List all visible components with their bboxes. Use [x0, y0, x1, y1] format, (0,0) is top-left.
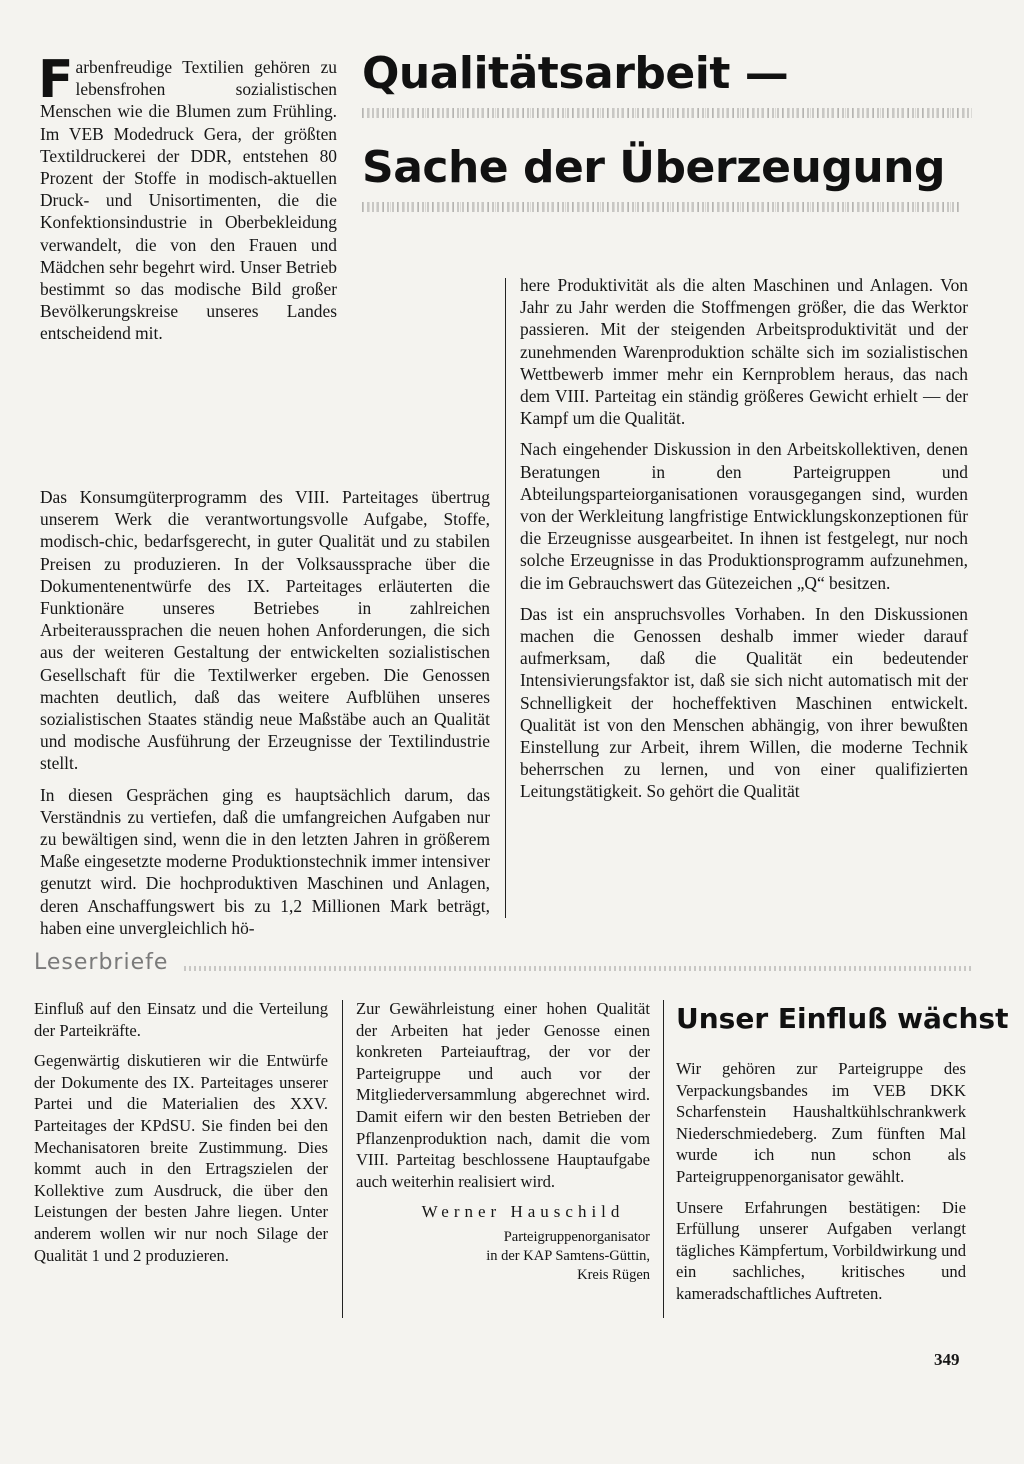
- headline-line-2: Sache der Überzeugung: [362, 142, 945, 193]
- headline-texture-rule: [362, 202, 962, 212]
- letter-paragraph: Unsere Erfahrungen bestätigen: Die Erfüllung unserer Aufgaben verlangt tägliches Kämpfertum, Vorbildwirkung und ein sachliches, kritisches und kameradschaftliches Auftreten.: [676, 1197, 966, 1303]
- letter-paragraph: Wir gehören zur Parteigruppe des Verpackungsbandes im VEB DKK Scharfenstein Haushaltkühlschrankwerk Niederschmiedeberg. Zum fünften Mal wurde ich nun schon als Parteigruppenorganisator gewählt.: [676, 1059, 966, 1186]
- letter-title: Unser Einfluß wächst: [676, 1002, 1009, 1035]
- article-headline: [362, 50, 982, 238]
- letter-column-2: [356, 998, 650, 1285]
- headline-texture-rule: [362, 108, 972, 118]
- column-divider: [505, 278, 506, 918]
- article-left-column: [40, 486, 490, 948]
- author-affiliation: in der KAP Samtens-Güttin,: [486, 1248, 650, 1265]
- intro-text: arbenfreudige Textilien gehören zu lebensfrohen sozialistischen Menschen wie die Blumen zum Frühling. Im VEB Modedruck Gera, der größten Textildruckerei der DDR, entstehen 80 Prozent der Stoffe in modisch-aktuellen Druck- und Unisortimenten, die die Konfektionsindustrie in Oberbekleidung verwandelt, die von den Frauen und Mädchen sehr begehrt wird. Unser Betrieb bestimmt so das modische Bild großer Bevölkerungskreise unseres Landes entscheidend mit.: [40, 57, 337, 344]
- article-paragraph: here Produktivität als die alten Maschinen und Anlagen. Von Jahr zu Jahr werden die Stoffmengen größer, die das Werktor passieren. Mit der steigenden Arbeitsproduktivität und der zunehmenden Warenproduktion schälte sich im sozialistischen Wettbewerb immer mehr ein Kernproblem heraus, das nach dem VIII. Parteitag ein ständig größeres Gewicht erhielt — der Kampf um die Qualität.: [520, 275, 968, 429]
- author-district: Kreis Rügen: [577, 1267, 650, 1284]
- letter-author: Werner Hauschild: [421, 1202, 625, 1222]
- letter-paragraph: Einfluß auf den Einsatz und die Verteilung der Parteikräfte.: [34, 999, 328, 1040]
- article-paragraph: In diesen Gesprächen ging es hauptsächlich darum, das Verständnis zu vertiefen, daß die umfangreichen Aufgaben nur zu bewältigen sind, wenn die in den letzten Jahren in größerem Maße eingesetzte moderne Produktionstechnik immer intensiver genutzt wird. Die hochproduktiven Maschinen und Anlagen, deren Anschaffungswert bis zu 1,2 Millionen Mark beträgt, haben eine unvergleichlich hö-: [40, 784, 490, 938]
- letter-divider: [663, 1000, 664, 1318]
- article-paragraph: Das Konsumgüterprogramm des VIII. Parteitages übertrug unserem Werk die verantwortungsvolle Aufgabe, Stoffe, modisch-chic, bedarfsgerecht, in guter Qualität und zu stabilen Preisen zu produzieren. In der Volksaussprache über die Dokumentenentwürfe des IX. Parteitages erläuterten die Funktionäre unseres Betriebes in zahlreichen Arbeiteraussprachen die neuen hohen Anforderungen, die sich aus der weiteren Gestaltung der entwickelten sozialistischen Gesellschaft für die Textilwerker ergeben. Die Genossen machten deutlich, daß das weitere Aufblühen unseres sozialistischen Staates ständig neue Maßstäbe auch an Qualität und modische Ausführung der Erzeugnisse der Textilindustrie stellt.: [40, 487, 490, 774]
- section-band: [34, 950, 974, 980]
- article-right-column: [520, 274, 968, 812]
- article-paragraph: Nach eingehender Diskussion in den Arbeitskollektiven, denen Beratungen in den Parteigruppen und Abteilungsparteiorganisationen vorausgegangen sind, wurden von der Werkleitung langfristige Entwicklungskonzeptionen für die Erzeugnisse ausgearbeitet. In ihnen ist festgelegt, nur noch solche Erzeugnisse in das Produktionsprogramm aufzunehmen, die im Gebrauchswert das Gütezeichen „Q“ besitzen.: [520, 439, 968, 593]
- article-paragraph: Das ist ein anspruchsvolles Vorhaben. In den Diskussionen machen die Genossen deshalb immer wieder darauf aufmerksam, daß die Qualität ein bedeutender Intensivierungsfaktor ist, daß sie sich nicht automatisch mit der Schnelligkeit der hocheffektiven Maschinen entwickelt. Qualität ist von den Menschen abhängig, von ihrer bewußten Einstellung zur Arbeit, ihrem Willen, die moderne Technik beherrschen zu lernen, und von einer qualifizierten Leitungstätigkeit. So gehört die Qualität: [520, 603, 968, 802]
- page-number: 349: [934, 1350, 960, 1369]
- author-role: Parteigruppenorganisator: [503, 1229, 650, 1246]
- letter-column-3: [676, 1002, 1009, 1314]
- section-texture-rule: [184, 966, 974, 971]
- letter-divider: [342, 1000, 343, 1318]
- letter-paragraph: Gegenwärtig diskutieren wir die Entwürfe der Dokumente des IX. Parteitages unserer Partei und die Materialien des XXV. Parteitages der KPdSU. Sie finden bei den Mechanisatoren breite Zustimmung. Dies kommt auch in den Ertragszielen der Kollektive zum Ausdruck, die über den Leistungen der besten Jahre liegen. Unter anderem wollen wir nur noch Silage der Qualität 1 und 2 produzieren.: [34, 1051, 328, 1265]
- drop-cap: F: [38, 50, 74, 110]
- headline-line-1: Qualitätsarbeit —: [362, 48, 789, 99]
- letter-column-1: [34, 998, 328, 1275]
- article-intro: [38, 50, 337, 354]
- letter-paragraph: Zur Gewährleistung einer hohen Qualität der Arbeiten hat jeder Genosse einen konkreten Parteiauftrag, der vor der Parteigruppe und auch vor der Mitgliederversammlung abgerechnet wird. Damit eifern wir den besten Betrieben der Pflanzenproduktion nach, damit die vom VIII. Parteitag beschlossene Hauptaufgabe auch weiterhin realisiert wird.: [356, 999, 650, 1191]
- section-label: Leserbriefe: [34, 950, 169, 975]
- intro-paragraph: [38, 50, 337, 345]
